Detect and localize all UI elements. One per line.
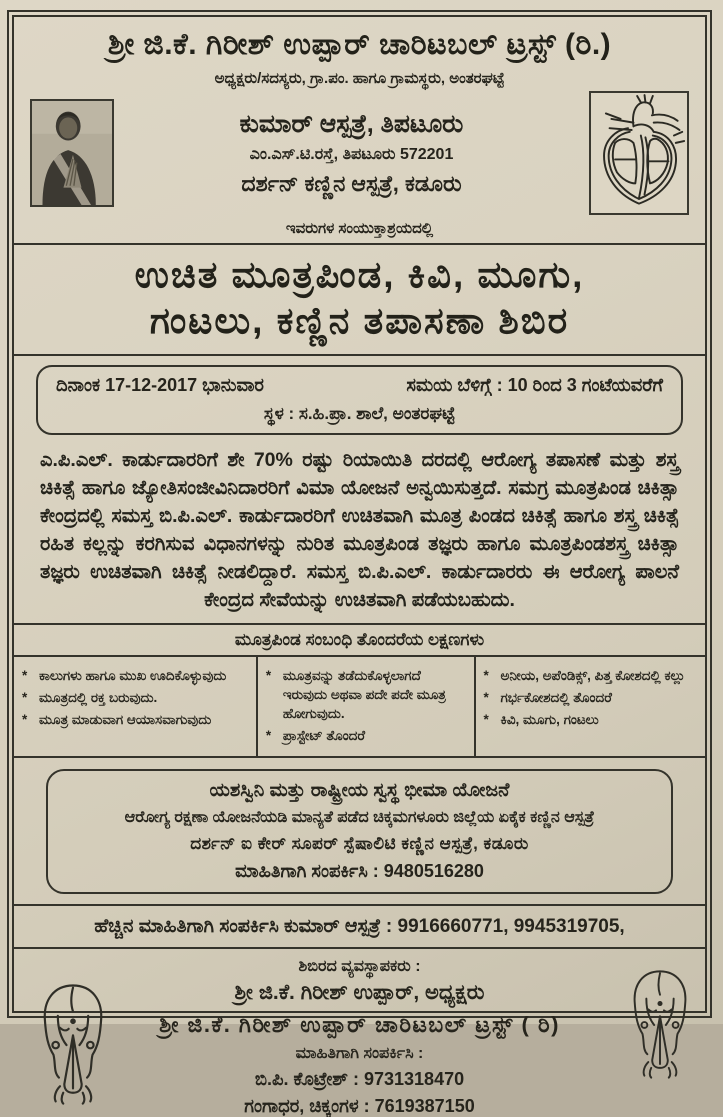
bullet-asterisk-icon: * [483,711,489,727]
scheme-contact-phone: ಮಾಹಿತಿಗಾಗಿ ಸಂಪರ್ಕಿಸಿ : 9480516280 [235,860,484,881]
more-info-contact-line: ಹೆಚ್ಚಿನ ಮಾಹಿತಿಗಾಗಿ ಸಂಪರ್ಕಿಸಿ ಕುಮಾರ್ ಆಸ್ಪತ್ರೆ : 9916660771, 9945319705, [14,904,705,949]
bullet-asterisk-icon: * [265,727,272,743]
symptom-item: * ಅನೀಯ, ಅಪೆಂಡಿಕ್ಸ್, ಪಿತ್ತ ಕೋಶದಲ್ಲಿ ಕಲ್ಲು [484,667,699,686]
camp-time: ಸಮಯ ಬೆಳಿಗ್ಗೆ : 10 ರಿಂದ 3 ಗಂಟೆಯವರೆಗೆ [406,374,663,395]
organizer-trust-name: ಶ್ರೀ ಜಿ.ಕೆ. ಗಿರೀಶ್ ಉಪ್ಪಾರ್ ಚಾರಿಟಬಲ್ ಟ್ರಸ್ಟ್ ( ರಿ) [159,1011,560,1037]
insurance-scheme-box [46,769,673,894]
scheme-name: ಯಶಸ್ವಿನಿ ಮತ್ತು ರಾಷ್ಟ್ರೀಯ ಸ್ವಸ್ಥ ಭೀಮಾ ಯೋಜನೆ [209,779,510,801]
camp-title-banner [14,243,705,356]
president-photo [30,99,114,207]
symptoms-column-2 [256,657,474,756]
namaste-figure-left-icon [28,979,118,1109]
bullet-asterisk-icon: * [483,667,489,683]
symptom-item: * ಕಾಲುಗಳು ಹಾಗೂ ಮುಖ ಊದಿಕೊಳ್ಳುವುದು [22,667,250,686]
bullet-asterisk-icon: * [483,689,489,705]
bullet-asterisk-icon: * [22,667,28,683]
symptom-item: * ಮೂತ್ರ ಮಾಡುವಾಗ ಆಯಾಸವಾಗುವುದು [22,711,250,730]
symptoms-column-3 [474,657,705,756]
symptoms-table [14,655,705,758]
symptom-item: * ಮೂತ್ರವನ್ನು ತಡೆದುಕೊಳ್ಳಲಾಗದೆ ಇರುವುದು ಅಥವಾ ಪದೇ ಪದೇ ಮೂತ್ರ ಹೋಗುವುದು. [266,667,468,724]
camp-title-line2: ಗಂಟಲು, ಕಣ್ಣಿನ ತಪಾಸಣಾ ಶಿಬಿರ [149,300,570,342]
heart-diagram [589,91,689,215]
organizer-president: ಶ್ರೀ ಜಿ.ಕೆ. ಗಿರೀಶ್ ಉಪ್ಪಾರ್, ಅಧ್ಯಕ್ಷರು [234,980,485,1004]
trust-subtitle: ಅಧ್ಯಕ್ಷರು/ಸದಸ್ಯರು, ಗ್ರಾ.ಪಂ. ಹಾಗೂ ಗ್ರಾಮಸ್ಥರು, ಅಂತರಘಟ್ಟೆ [214,70,505,87]
symptom-item: * ಮೂತ್ರದಲ್ಲಿ ರಕ್ತ ಬರುವುದು. [22,689,250,708]
namaste-figure-right-icon [621,963,699,1085]
symptoms-column-1 [14,657,256,756]
hospital-names [114,110,589,197]
organizer-contact-2: ಗಂಗಾಧರ, ಚಿಕ್ಕಂಗಳ : 7619387150 [244,1095,475,1116]
organizer-contact-heading: ಮಾಹಿತಿಗಾಗಿ ಸಂಪರ್ಕಿಸಿ : [295,1044,424,1062]
symptoms-heading: ಮೂತ್ರಪಿಂಡ ಸಂಬಂಧಿ ತೊಂದರೆಯ ಲಕ್ಷಣಗಳು [14,623,705,655]
scheme-recognition-line: ಆರೋಗ್ಯ ರಕ್ಷಣಾ ಯೋಜನೆಯಡಿ ಮಾನ್ಯತೆ ಪಡೆದ ಚಿಕ್ಕಮಗಳೂರು ಜಿಲ್ಲೆಯ ಏಕೈಕ ಕಣ್ಣಿನ ಆಸ್ಪತ್ರೆ [124,808,595,826]
heart-diagram-icon [593,95,685,211]
camp-title-line1: ಉಚಿತ ಮೂತ್ರಪಿಂಡ, ಕಿವಿ, ಮೂಗು, [134,254,585,295]
bullet-asterisk-icon: * [22,689,28,705]
camp-date: ದಿನಾಂಕ 17-12-2017 ಭಾನುವಾರ [56,374,264,395]
joint-auspices-line: ಇವರುಗಳ ಸಂಯುಕ್ತಾಶ್ರಯದಲ್ಲಿ [285,220,434,237]
hospital-main-name: ಕುಮಾರ್ ಆಸ್ಪತ್ರೆ, ತಿಪಟೂರು [239,109,464,138]
organizers-section [14,949,705,1117]
camp-description: ಎ.ಪಿ.ಎಲ್. ಕಾರ್ಡುದಾರರಿಗೆ ಶೇ 70% ರಷ್ಟು ರಿಯಾಯಿತಿ ದರದಲ್ಲಿ ಆರೋಗ್ಯ ತಪಾಸಣೆ ಮತ್ತು ಶಸ್ತ್ರ ಚಿಕಿತ್ಸೆ ಹಾಗೂ ಜ್ಯೋತಿಸಂಜೀವಿನಿದಾರರಿಗೆ ವಿಮಾ ಯೋಜನೆ ಅನ್ವಯಿಸುತ್ತದೆ. ಸಮಗ್ರ ಮೂತ್ರಪಿಂಡ ಚಿಕಿತ್ಸಾ ಕೇಂದ್ರದಲ್ಲಿ ಸಮಸ್ತ ಬಿ.ಪಿ.ಎಲ್. ಕಾರ್ಡುದಾರರಿಗೆ ಉಚಿತವಾಗಿ ಮೂತ್ರ ಪಿಂಡದ ಚಿಕಿತ್ಸೆ ಹಾಗೂ ಶಸ್ತ್ರ ಚಿಕಿತ್ಸೆ ರಹಿತ ಕಲ್ಲನ್ನು ಕರಗಿಸುವ ವಿಧಾನಗಳನ್ನು ನುರಿತ ಮೂತ್ರಪಿಂಡ ತಜ್ಞರು ಹಾಗೂ ಮೂತ್ರಪಿಂಡಶಸ್ತ್ರ ಚಿಕಿತ್ಸಾ ತಜ್ಞರು ಉಚಿತವಾಗಿ ಚಿಕಿತ್ಸೆ ನೀಡಲಿದ್ದಾರೆ. ಸಮಸ್ತ ಬಿ.ಪಿ.ಎಲ್. ಕಾರ್ಡುದಾರರು ಈ ಆರೋಗ್ಯ ಪಾಲನೆ ಕೇಂದ್ರದ ಸೇವೆಯನ್ನು ಉಚಿತವಾಗಿ ಪಡೆಯಬಹುದು. [40,448,679,611]
symptom-item: * ಗರ್ಭಕೋಶದಲ್ಲಿ ತೊಂದರೆ [484,689,699,708]
symptom-item: * ಪ್ರಾಸ್ಟೇಟ್ ತೊಂದರೆ [266,727,468,746]
page-title: ಶ್ರೀ ಜಿ.ಕೆ. ಗಿರೀಶ್ ಉಪ್ಪಾರ್ ಚಾರಿಟಬಲ್ ಟ್ರಸ್ಟ್ (ರಿ.) [107,28,612,61]
eye-hospital-name: ದರ್ಶನ್ ಕಣ್ಣಿನ ಆಸ್ಪತ್ರೆ, ಕಡೂರು [241,170,462,196]
outer-border-frame [7,10,712,1116]
scheme-hospital-name: ದರ್ಶನ್ ಐ ಕೇರ್ ಸೂಪರ್ ಸ್ಪೆಷಾಲಿಟಿ ಕಣ್ಣಿನ ಆಸ್ಪತ್ರೆ, ಕಡೂರು [190,833,529,853]
symptom-item: * ಕಿವಿ, ಮೂಗು, ಗಂಟಲು [484,711,699,730]
bullet-asterisk-icon: * [265,667,272,683]
camp-place: ಸ್ಥಳ : ಸ.ಹಿ.ಪ್ರಾ. ಶಾಲೆ, ಅಂತರಘಟ್ಟೆ [263,403,456,423]
organizers-heading: ಶಿಬಿರದ ವ್ಯವಸ್ಥಾಪಕರು : [298,957,421,975]
organizer-contact-1: ಬಿ.ಪಿ. ಕೊಟ್ರೇಶ್ : 9731318470 [254,1068,465,1089]
hospital-address: ಎಂ.ಎಸ್.ಟಿ.ರಸ್ತೆ, ತಿಪಟೂರು 572201 [249,145,454,163]
bullet-asterisk-icon: * [22,711,28,727]
hospitals-row [14,87,705,215]
inner-border-frame [12,15,707,1116]
schedule-box [36,365,683,435]
president-portrait-icon [32,101,112,205]
